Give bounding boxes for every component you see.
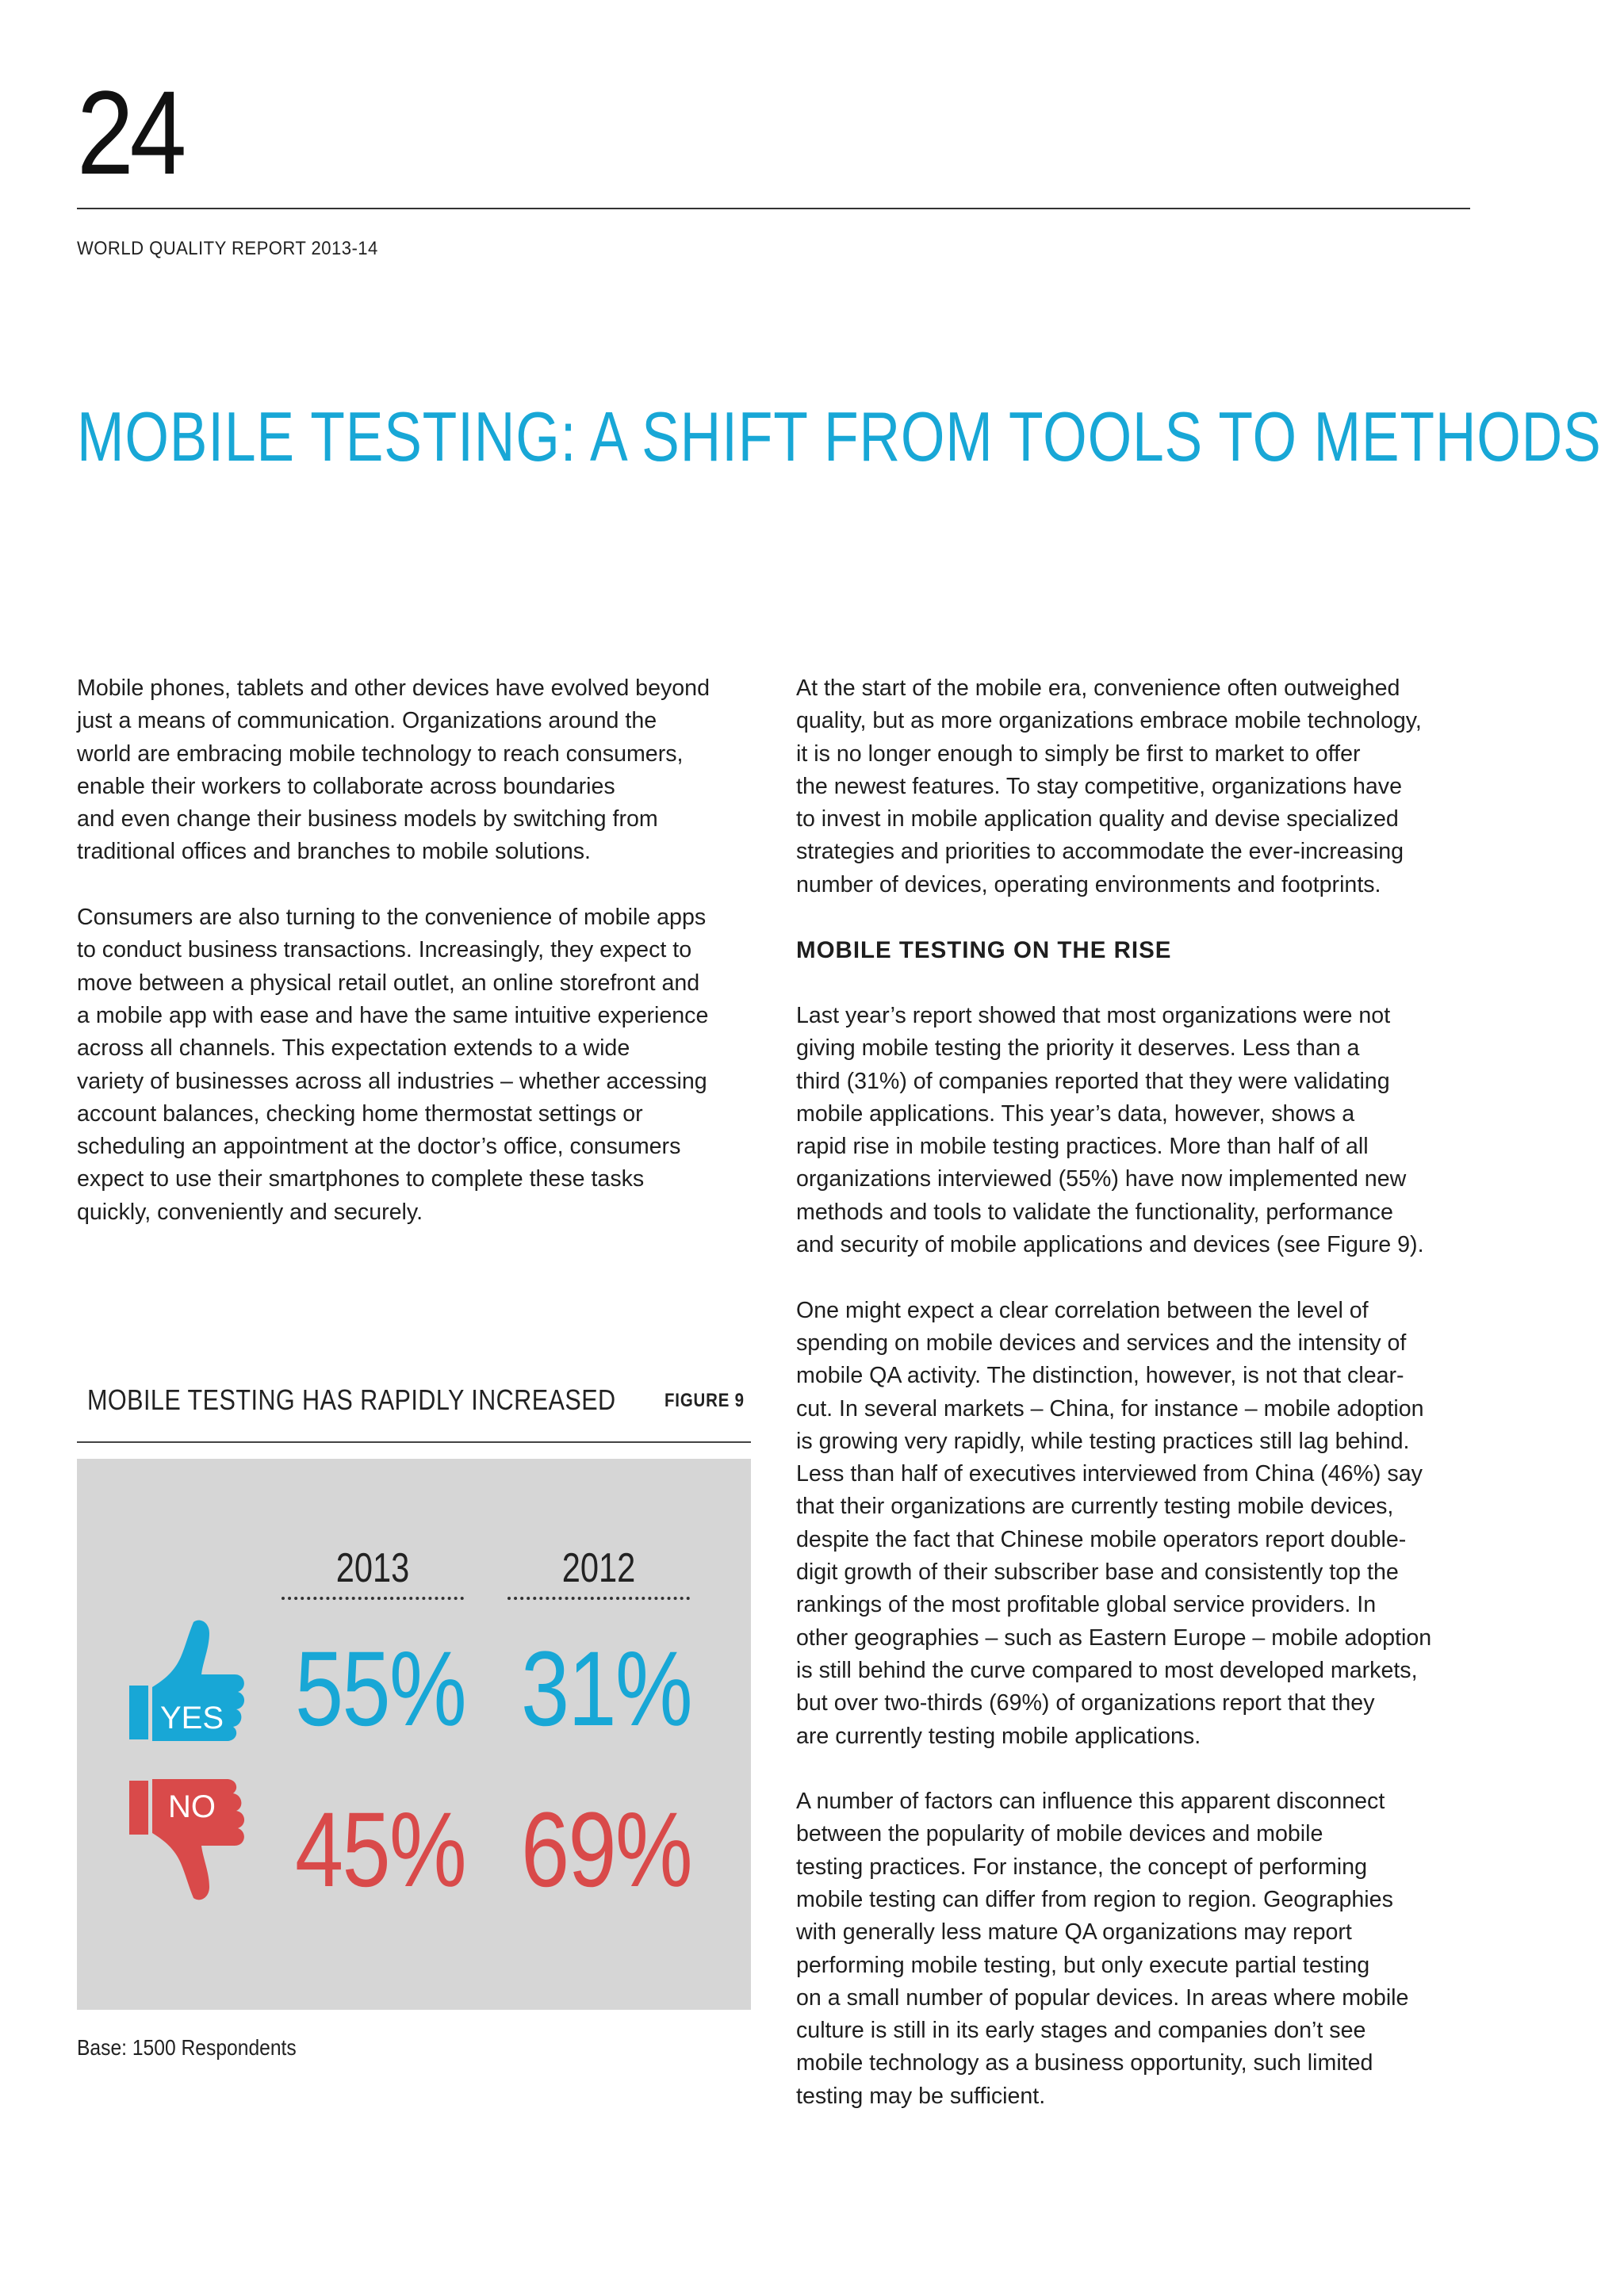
dotted-divider <box>282 1597 464 1600</box>
paragraph: Consumers are also turning to the convenience of mobile apps to conduct business transactions. Increasingly, they expect to move between a physical retail outlet, an online storefront and a mobile app with ease and have the same intuitive experience across all channels. This expectation extends to a wide variety of businesses across all industries – whether accessing account balances, checking home thermostat settings or scheduling an appointment at the doctor’s office, consumers expect to use their smartphones to complete these tasks quickly, conveniently and securely. <box>77 905 709 1225</box>
section-subheading: MOBILE TESTING ON THE RISE <box>796 937 1172 964</box>
thumbs-down-icon <box>127 1777 250 1904</box>
yes-2013-value: 55% <box>295 1630 466 1748</box>
running-header: WORLD QUALITY REPORT 2013-14 <box>77 238 378 259</box>
header-rule <box>77 208 1470 209</box>
year-header-2013: 2013 <box>335 1545 410 1591</box>
figure-label: FIGURE 9 <box>665 1390 745 1411</box>
figure-title: MOBILE TESTING HAS RAPIDLY INCREASED <box>87 1383 616 1416</box>
no-2012-value: 69% <box>521 1791 692 1909</box>
thumbs-up-icon <box>127 1616 250 1743</box>
paragraph: Last year’s report showed that most organizations were not giving mobile testing the priority it deserves. Less than a third (31%) of companies reported that they were validating mobile applications. This year’s data, however, shows a rapid rise in mobile testing practices. More than half of all organizations interviewed (55%) have now implemented new methods and tools to validate the functionality, performance and security of mobile applications and devices (see Figure 9). <box>796 1002 1424 1258</box>
paragraph: Mobile phones, tablets and other devices have evolved beyond just a means of communication. Organizations around the world are embracing mobile technology to reach consumers, enable their workers to collaborate across boundaries and even change their business models by switching from traditional offices and branches to mobile solutions. <box>77 675 710 865</box>
figure-base-note: Base: 1500 Respondents <box>77 2035 297 2060</box>
left-column <box>77 672 759 1261</box>
page-number: 24 <box>77 66 183 199</box>
year-header-2012: 2012 <box>561 1545 636 1591</box>
paragraph: One might expect a clear correlation between the level of spending on mobile devices and services and the intensity of mobile QA activity. The distinction, however, is not that clear- cut. In several markets – China, for instance – mobile adoption is growing very rapidly, while testing practices still lag behind. Less than half of executives interviewed from China (46%) say that their organizations are currently testing mobile devices, despite the fact that Chinese mobile operators report double- digit growth of their subscriber base and consistently top the rankings of the most profitable global service providers. In other geographies – such as Eastern Europe – mobile adoption is still behind the curve compared to most developed markets, but over two-thirds (69%) of organizations report that they are currently testing mobile applications. <box>796 1297 1432 1749</box>
yes-2012-value: 31% <box>521 1630 692 1748</box>
dotted-divider <box>508 1597 690 1600</box>
no-2013-value: 45% <box>295 1791 466 1909</box>
article-title: MOBILE TESTING: A SHIFT FROM TOOLS TO METHODS <box>77 397 1602 476</box>
right-column <box>796 672 1478 2145</box>
figure-rule <box>77 1441 751 1443</box>
paragraph: At the start of the mobile era, convenience often outweighed quality, but as more organizations embrace mobile technology, it is no longer enough to simply be first to market to offer the newest features. To stay competitive, organizations have to invest in mobile application quality and devise specialized strategies and priorities to accommodate the ever-increasing number of devices, operating environments and footprints. <box>796 675 1422 897</box>
no-label: NO <box>168 1789 216 1824</box>
paragraph: A number of factors can influence this apparent disconnect between the popularity of mobile devices and mobile testing practices. For instance, the concept of performing mobile testing can differ from region to region. Geographies with generally less mature QA organizations may report performing mobile testing, but only execute partial testing on a small number of popular devices. In areas where mobile culture is still in its early stages and companies don’t see mobile technology as a business opportunity, such limited testing may be sufficient. <box>796 1789 1409 2109</box>
yes-label: YES <box>159 1701 224 1735</box>
